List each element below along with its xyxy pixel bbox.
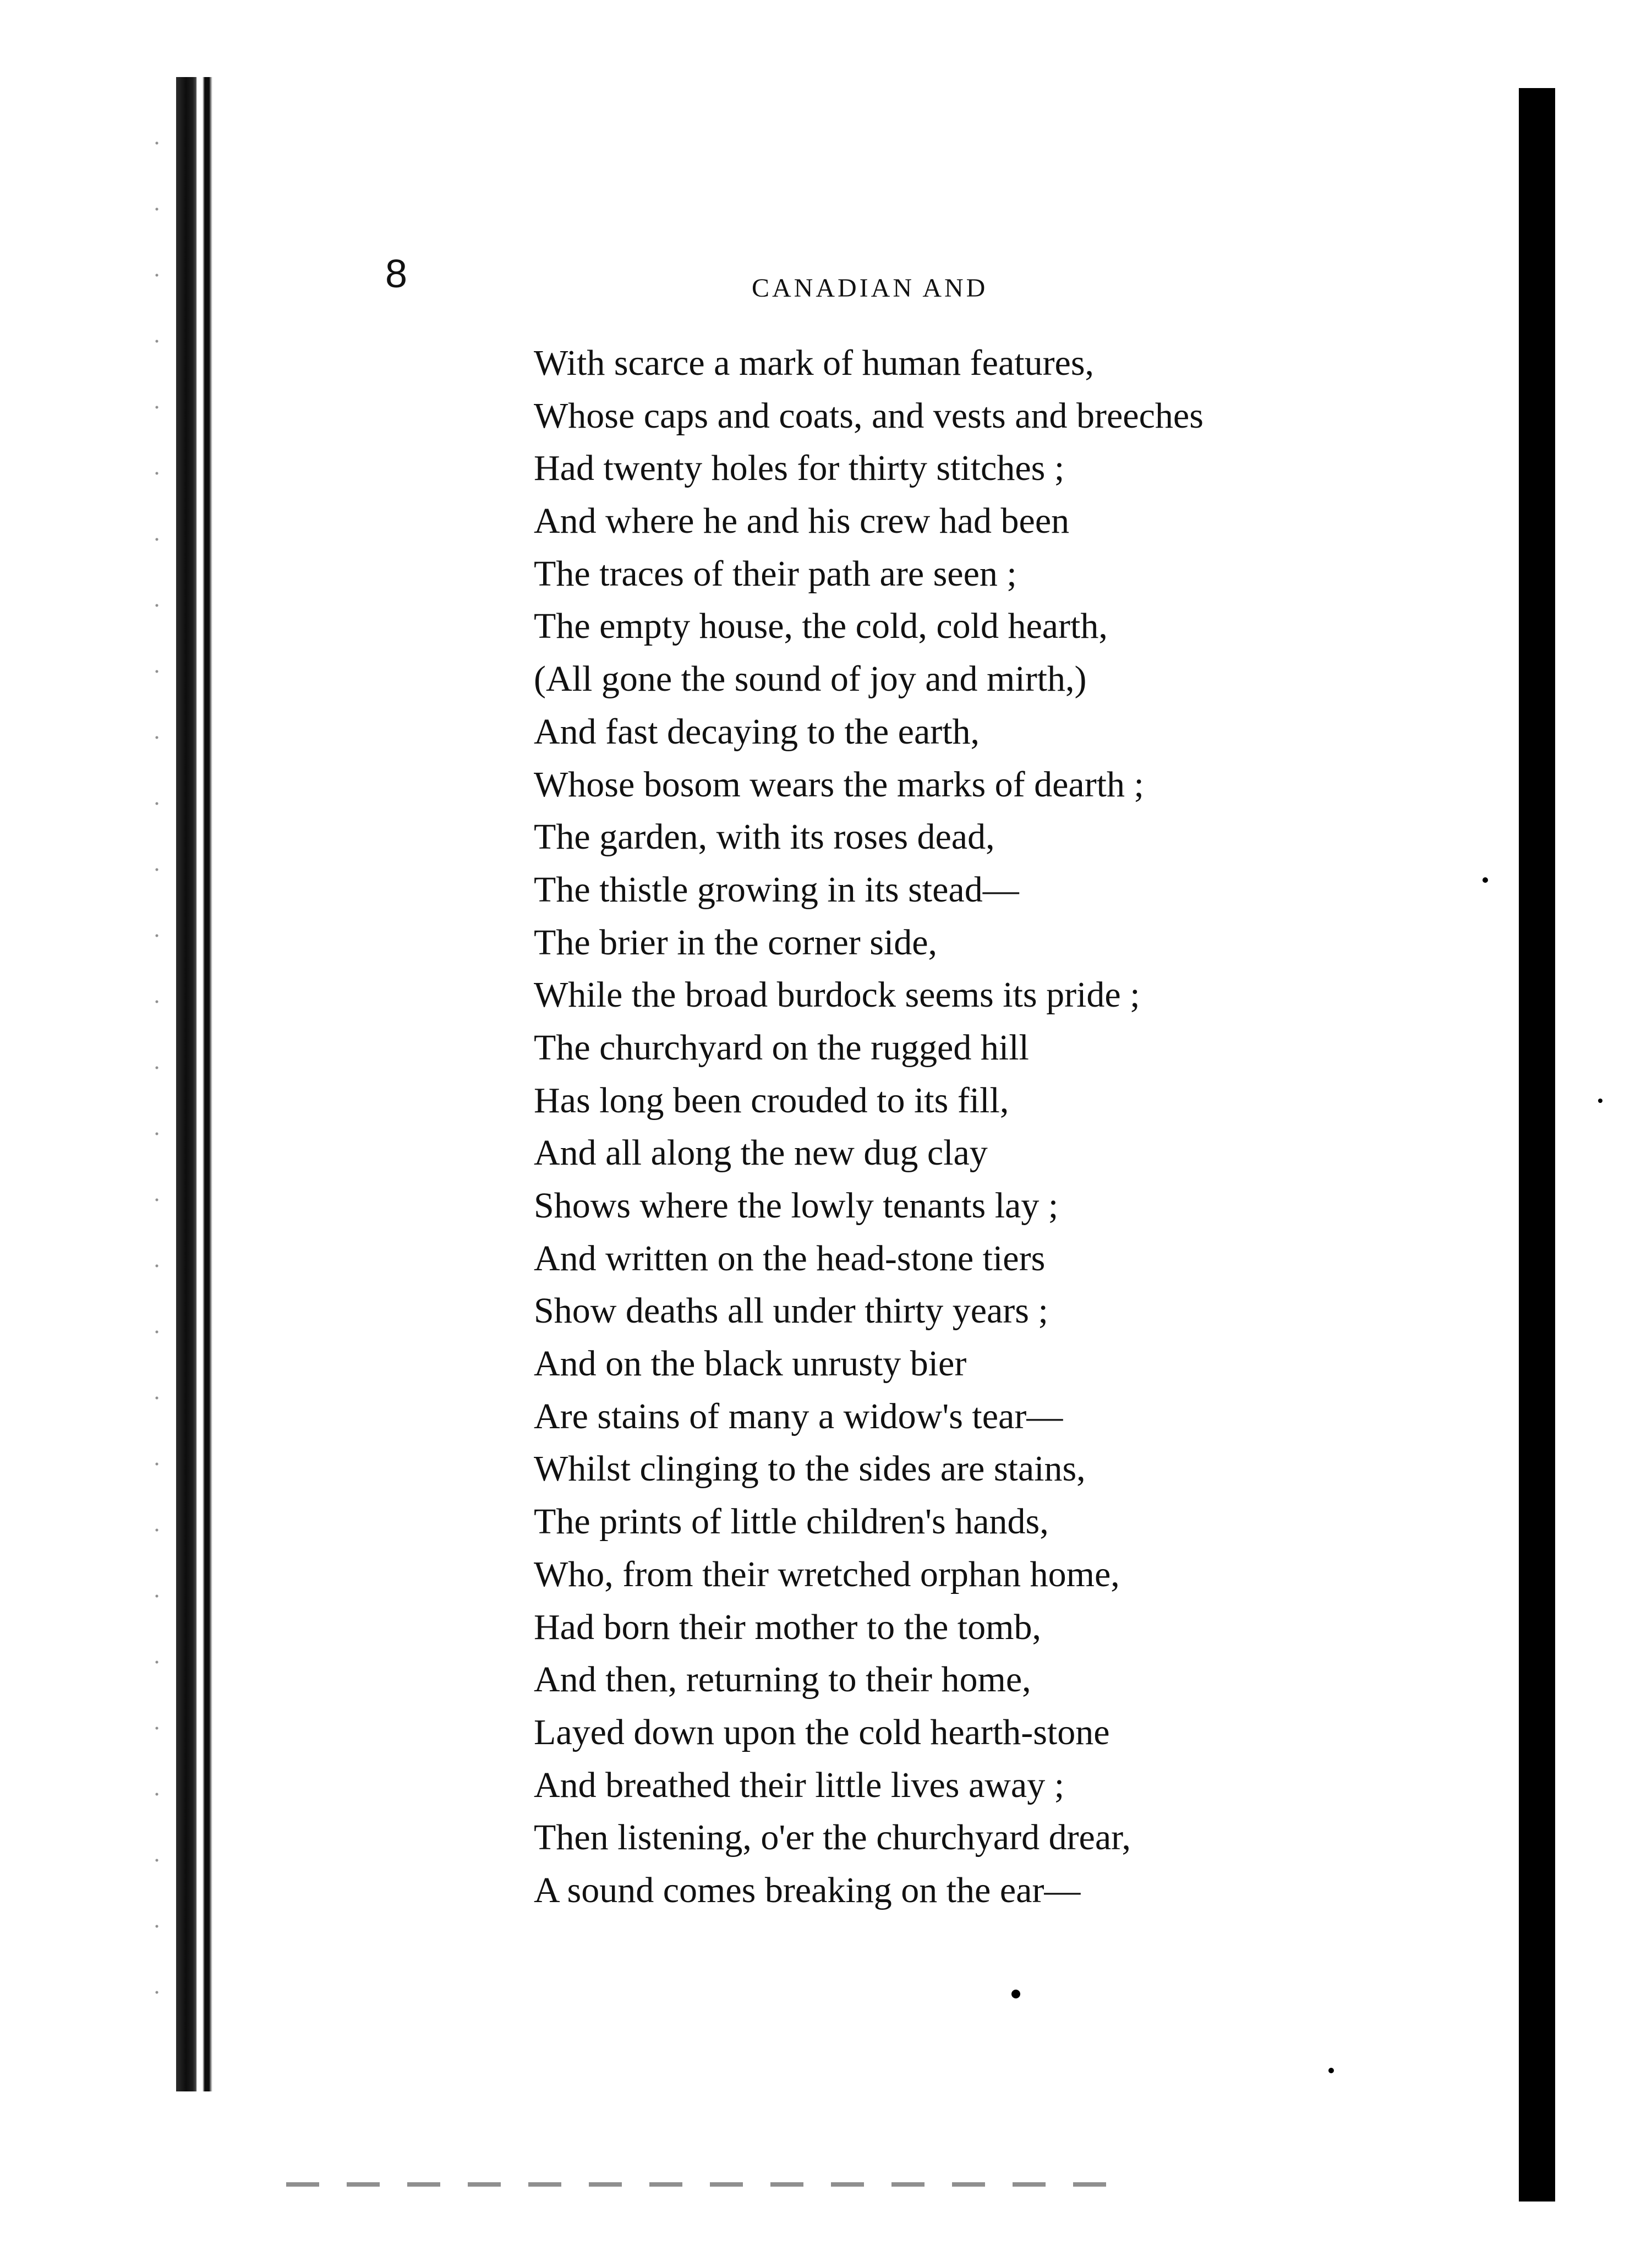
poem-line: Had born their mother to the tomb, — [534, 1607, 1041, 1647]
poem-line: The prints of little children's hands, — [534, 1501, 1049, 1542]
poem-line: The brier in the corner side, — [534, 922, 938, 963]
poem-line: Whilst clinging to the sides are stains, — [534, 1449, 1086, 1489]
poem-line: With scarce a mark of human features, — [534, 343, 1095, 383]
bottom-edge-specks — [286, 2182, 1112, 2187]
poem-line: Shows where the lowly tenants lay ; — [534, 1186, 1059, 1226]
poem-line: And fast decaying to the earth, — [534, 711, 980, 752]
poem-line: Has long been crouded to its fill, — [534, 1080, 1009, 1121]
poem-line: The garden, with its roses dead, — [534, 817, 995, 857]
poem-line: And where he and his crew had been — [534, 501, 1070, 542]
ink-speck — [1483, 877, 1488, 883]
running-head: CANADIAN AND — [752, 274, 988, 303]
poem-line: Who, from their wretched orphan home, — [534, 1554, 1120, 1594]
ink-speck — [1328, 2068, 1334, 2073]
right-binding-edge — [1519, 88, 1555, 2202]
poem-line: And written on the head-stone tiers — [534, 1238, 1046, 1279]
poem-line: A sound comes breaking on the ear— — [534, 1870, 1081, 1910]
poem-line: Had twenty holes for thirty stitches ; — [534, 448, 1065, 489]
poem-line: And then, returning to their home, — [534, 1659, 1031, 1700]
poem-line: And breathed their little lives away ; — [534, 1765, 1065, 1805]
poem-line: While the broad burdock seems its pride ; — [534, 975, 1140, 1015]
ink-speck — [1598, 1099, 1602, 1103]
poem-line: Show deaths all under thirty years ; — [534, 1291, 1048, 1331]
poem-line: The thistle growing in its stead— — [534, 869, 1019, 910]
poem-line: The empty house, the cold, cold hearth, — [534, 606, 1108, 647]
poem-line: Are stains of many a widow's tear— — [534, 1396, 1063, 1436]
poem-line: Whose caps and coats, and vests and breeches — [534, 395, 1204, 436]
left-margin-specks — [149, 110, 165, 2036]
poem-line: And on the black unrusty bier — [534, 1343, 967, 1384]
left-binding-edge — [176, 77, 215, 2091]
poem-line: The churchyard on the rugged hill — [534, 1027, 1029, 1068]
poem-line: Then listening, o'er the churchyard drear, — [534, 1817, 1131, 1858]
poem-line: And all along the new dug clay — [534, 1133, 988, 1173]
poem-text — [534, 337, 1204, 1917]
poem-line: Whose bosom wears the marks of dearth ; — [534, 764, 1144, 805]
page-number: 8 — [385, 252, 408, 296]
poem-line: Layed down upon the cold hearth-stone — [534, 1712, 1110, 1752]
ink-speck — [1011, 1990, 1020, 1998]
poem-line: The traces of their path are seen ; — [534, 553, 1017, 594]
poem-line: (All gone the sound of joy and mirth,) — [534, 659, 1087, 700]
